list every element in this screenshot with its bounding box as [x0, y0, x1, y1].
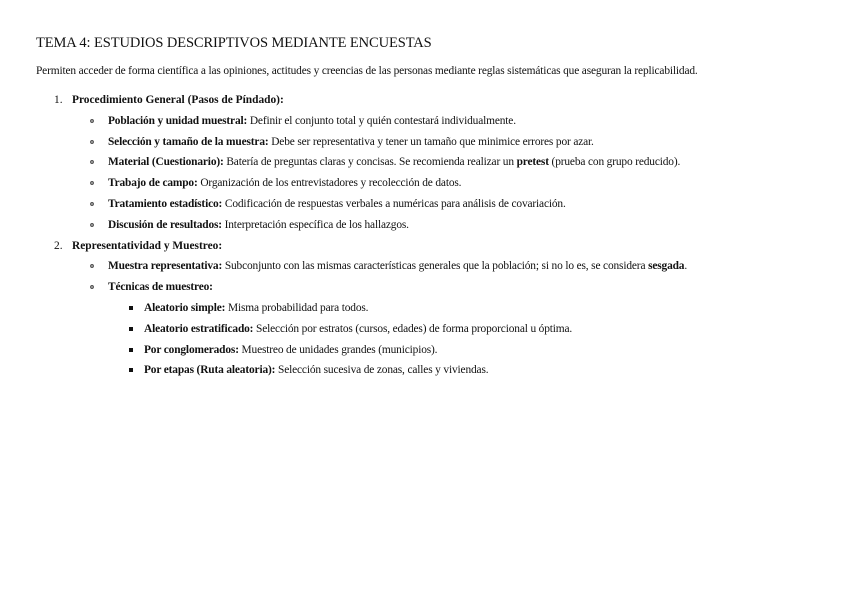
subitem-label: Por conglomerados: — [144, 343, 239, 356]
square-bullet-icon — [129, 306, 133, 310]
item-label: Técnicas de muestreo: — [108, 281, 213, 294]
subitem-label: Aleatorio simple: — [144, 301, 226, 314]
item-label: Trabajo de campo: — [108, 177, 198, 190]
item-text: Codificación de respuestas verbales a numéricas para análisis de covariación. — [222, 197, 566, 210]
subitem-label: Por etapas (Ruta aleatoria): — [144, 364, 276, 377]
list-item — [36, 256, 826, 277]
section-procedimiento — [36, 90, 826, 236]
item-emphasis: sesgada — [648, 260, 685, 273]
list-item — [36, 152, 826, 173]
subitem-label: Aleatorio estratificado: — [144, 322, 254, 335]
list-item — [36, 111, 826, 132]
item-label: Discusión de resultados: — [108, 218, 222, 231]
subitem-text: Misma probabilidad para todos. — [225, 301, 369, 314]
section-number: 1. — [54, 94, 63, 106]
list-item — [36, 132, 826, 153]
circle-bullet-icon: o — [90, 115, 94, 125]
item-text: Debe ser representativa y tener un tamaño que minimice errores por azar. — [268, 135, 594, 148]
section-representatividad — [36, 236, 826, 382]
circle-bullet-icon: o — [90, 178, 94, 188]
list-item — [36, 215, 826, 236]
item-label: Tratamiento estadístico: — [108, 197, 223, 210]
square-bullet-icon — [129, 348, 133, 352]
list-item — [36, 340, 826, 361]
sections-list — [36, 90, 826, 381]
square-bullet-icon — [129, 327, 133, 331]
item-emphasis: pretest — [516, 156, 549, 169]
circle-bullet-icon: o — [90, 282, 94, 292]
section-items — [36, 256, 826, 298]
item-text-after: (prueba con grupo reducido). — [548, 156, 681, 169]
item-label: Selección y tamaño de la muestra: — [108, 135, 269, 148]
subitem-text: Selección sucesiva de zonas, calles y viviendas. — [275, 364, 489, 377]
section-items — [36, 111, 826, 236]
circle-bullet-icon: o — [90, 219, 94, 229]
item-text: Definir el conjunto total y quién contestará individualmente. — [247, 114, 516, 127]
circle-bullet-icon: o — [90, 198, 94, 208]
section-title: Procedimiento General (Pasos de Píndado): — [72, 94, 284, 106]
document-title: TEMA 4: ESTUDIOS DESCRIPTIVOS MEDIANTE ENCUESTAS — [36, 35, 432, 51]
subitem-text: Muestreo de unidades grandes (municipios). — [238, 343, 438, 356]
circle-bullet-icon: o — [90, 261, 94, 271]
list-item — [36, 298, 826, 319]
section-number: 2. — [54, 239, 63, 252]
list-item — [36, 173, 826, 194]
item-text: Batería de preguntas claras y concisas. Se recomienda realizar un — [223, 156, 517, 169]
circle-bullet-icon: o — [90, 157, 94, 167]
intro-paragraph: Permiten acceder de forma científica a las opiniones, actitudes y creencias de las personas mediante reglas sistemáticas que aseguran la replicabilidad. — [36, 65, 698, 77]
item-label: Muestra representativa: — [108, 260, 223, 273]
item-text: Subconjunto con las mismas características generales que la población; si no lo es, se considera — [222, 260, 649, 273]
item-text: Organización de los entrevistadores y recolección de datos. — [197, 177, 462, 190]
item-label: Población y unidad muestral: — [108, 114, 248, 127]
list-item — [36, 319, 826, 340]
square-bullet-icon — [129, 368, 133, 372]
item-text-after: . — [684, 260, 688, 273]
section-title: Representatividad y Muestreo: — [72, 239, 223, 252]
item-text: Interpretación específica de los hallazgos. — [221, 218, 409, 231]
circle-bullet-icon: o — [90, 136, 94, 146]
item-label: Material (Cuestionario): — [108, 156, 224, 169]
list-item — [36, 194, 826, 215]
sampling-techniques-list — [36, 298, 826, 381]
subitem-text: Selección por estratos (cursos, edades) de forma proporcional u óptima. — [253, 322, 573, 335]
document-page — [36, 32, 826, 381]
list-item — [36, 360, 826, 381]
list-item — [36, 277, 826, 298]
